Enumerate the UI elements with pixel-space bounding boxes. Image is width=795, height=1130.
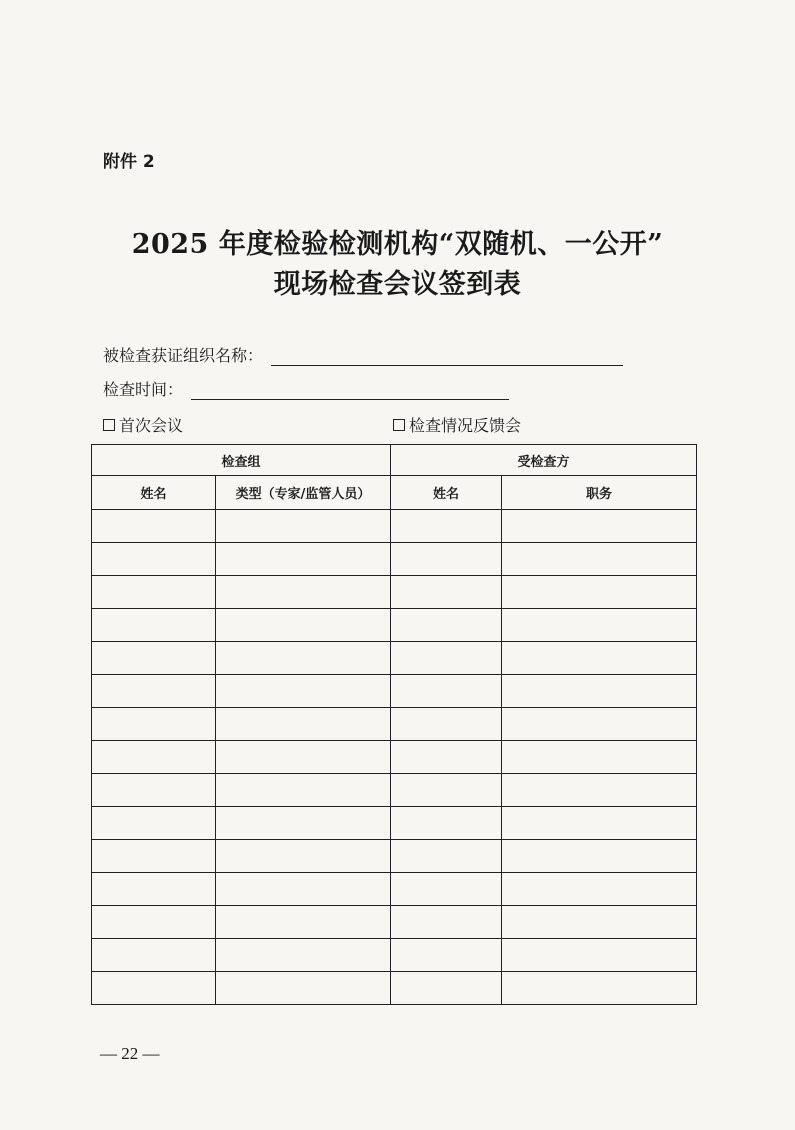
inspection-time-label: 检查时间： xyxy=(103,380,184,399)
party-name-cell[interactable] xyxy=(391,972,502,1005)
table-row xyxy=(92,642,697,675)
party-position-cell[interactable] xyxy=(502,543,697,576)
table-row xyxy=(92,675,697,708)
party-name-cell[interactable] xyxy=(391,741,502,774)
team-name-cell[interactable] xyxy=(92,675,216,708)
table-row xyxy=(92,873,697,906)
party-position-cell[interactable] xyxy=(502,510,697,543)
team-type-cell[interactable] xyxy=(216,873,391,906)
table-row xyxy=(92,708,697,741)
party-position-cell[interactable] xyxy=(502,708,697,741)
party-name-cell[interactable] xyxy=(391,774,502,807)
team-name-cell[interactable] xyxy=(92,510,216,543)
team-name-cell[interactable] xyxy=(92,708,216,741)
party-name-cell[interactable] xyxy=(391,609,502,642)
party-position-cell[interactable] xyxy=(502,873,697,906)
team-type-cell[interactable] xyxy=(216,906,391,939)
attachment-label: 附件 2 xyxy=(103,152,155,172)
team-name-column-header: 姓名 xyxy=(92,476,216,510)
party-position-cell[interactable] xyxy=(502,939,697,972)
first-meeting-label: 首次会议 xyxy=(119,416,184,435)
party-position-cell[interactable] xyxy=(502,807,697,840)
party-name-cell[interactable] xyxy=(391,873,502,906)
org-name-field xyxy=(103,343,623,366)
team-type-cell[interactable] xyxy=(216,741,391,774)
team-type-cell[interactable] xyxy=(216,708,391,741)
first-meeting-checkbox[interactable] xyxy=(103,419,115,431)
table-row xyxy=(92,972,697,1005)
team-type-cell[interactable] xyxy=(216,840,391,873)
team-type-cell[interactable] xyxy=(216,609,391,642)
feedback-meeting-label: 检查情况反馈会 xyxy=(409,416,522,435)
inspection-team-header: 检查组 xyxy=(92,445,391,476)
team-name-cell[interactable] xyxy=(92,873,216,906)
team-type-cell[interactable] xyxy=(216,939,391,972)
team-name-cell[interactable] xyxy=(92,840,216,873)
party-name-cell[interactable] xyxy=(391,840,502,873)
team-type-cell[interactable] xyxy=(216,543,391,576)
inspection-time-blank-line[interactable] xyxy=(191,381,509,400)
team-name-cell[interactable] xyxy=(92,774,216,807)
party-position-cell[interactable] xyxy=(502,774,697,807)
team-type-cell[interactable] xyxy=(216,774,391,807)
org-name-label: 被检查获证组织名称： xyxy=(103,346,264,365)
group-header-row xyxy=(92,445,697,476)
feedback-meeting-option[interactable] xyxy=(393,413,521,436)
column-header-row xyxy=(92,476,697,510)
table-row xyxy=(92,576,697,609)
party-name-cell[interactable] xyxy=(391,906,502,939)
document-title-line-1: 2025 年度检验检测机构“双随机、一公开” xyxy=(131,229,664,260)
table-row xyxy=(92,510,697,543)
sign-in-table xyxy=(91,444,697,1005)
table-row xyxy=(92,774,697,807)
party-name-cell[interactable] xyxy=(391,510,502,543)
inspected-party-header: 受检查方 xyxy=(391,445,697,476)
party-name-cell[interactable] xyxy=(391,543,502,576)
party-position-cell[interactable] xyxy=(502,906,697,939)
team-name-cell[interactable] xyxy=(92,807,216,840)
party-name-cell[interactable] xyxy=(391,675,502,708)
party-name-cell[interactable] xyxy=(391,576,502,609)
team-name-cell[interactable] xyxy=(92,642,216,675)
team-name-cell[interactable] xyxy=(92,609,216,642)
team-type-cell[interactable] xyxy=(216,510,391,543)
party-position-cell[interactable] xyxy=(502,609,697,642)
party-name-cell[interactable] xyxy=(391,708,502,741)
document-title-line-2: 现场检查会议签到表 xyxy=(273,269,522,300)
team-name-cell[interactable] xyxy=(92,906,216,939)
inspection-time-field xyxy=(103,377,509,400)
team-type-cell[interactable] xyxy=(216,675,391,708)
party-position-column-header: 职务 xyxy=(502,476,697,510)
team-name-cell[interactable] xyxy=(92,741,216,774)
page-number: — 22 — xyxy=(100,1044,160,1063)
party-name-cell[interactable] xyxy=(391,807,502,840)
party-name-column-header: 姓名 xyxy=(391,476,502,510)
party-position-cell[interactable] xyxy=(502,642,697,675)
team-name-cell[interactable] xyxy=(92,972,216,1005)
party-position-cell[interactable] xyxy=(502,576,697,609)
first-meeting-option[interactable] xyxy=(103,413,183,436)
party-position-cell[interactable] xyxy=(502,840,697,873)
table-row xyxy=(92,609,697,642)
table-row xyxy=(92,906,697,939)
table-row xyxy=(92,840,697,873)
table-row xyxy=(92,741,697,774)
team-type-cell[interactable] xyxy=(216,807,391,840)
team-name-cell[interactable] xyxy=(92,576,216,609)
table-row xyxy=(92,807,697,840)
party-position-cell[interactable] xyxy=(502,741,697,774)
feedback-meeting-checkbox[interactable] xyxy=(393,419,405,431)
team-type-cell[interactable] xyxy=(216,642,391,675)
party-name-cell[interactable] xyxy=(391,939,502,972)
team-type-column-header: 类型（专家/监管人员） xyxy=(216,476,391,510)
team-name-cell[interactable] xyxy=(92,939,216,972)
team-type-cell[interactable] xyxy=(216,972,391,1005)
org-name-blank-line[interactable] xyxy=(271,347,623,366)
team-name-cell[interactable] xyxy=(92,543,216,576)
party-name-cell[interactable] xyxy=(391,642,502,675)
table-row xyxy=(92,939,697,972)
party-position-cell[interactable] xyxy=(502,972,697,1005)
team-type-cell[interactable] xyxy=(216,576,391,609)
party-position-cell[interactable] xyxy=(502,675,697,708)
table-row xyxy=(92,543,697,576)
